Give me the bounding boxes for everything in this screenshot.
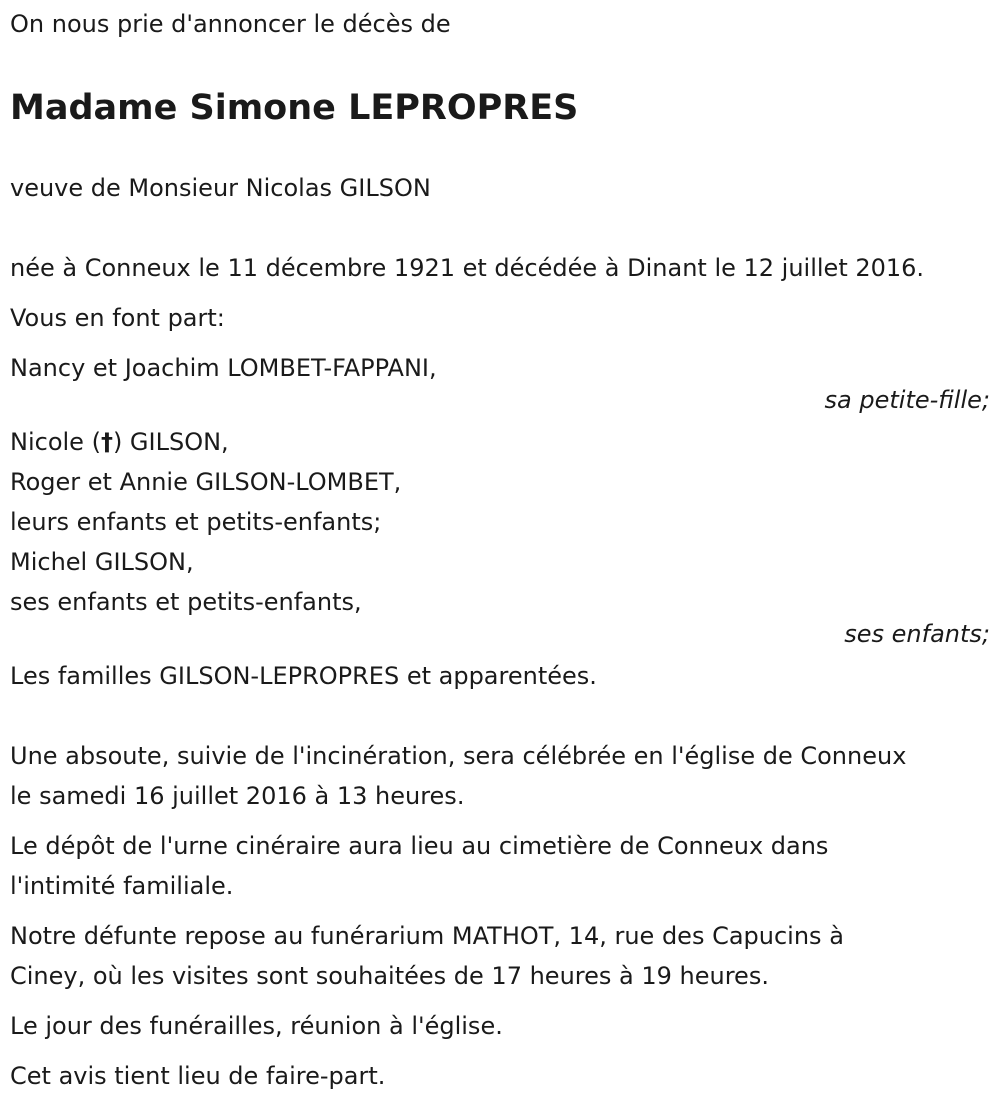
intro-text: On nous prie d'annoncer le décès de [10, 10, 451, 38]
ceremony-line-1: Une absoute, suivie de l'incinération, sera célébrée en l'église de Conneux [10, 742, 907, 770]
ceremony-line-2: le samedi 16 juillet 2016 à 13 heures. [10, 782, 465, 810]
rest-line-2: Ciney, où les visites sont souhaitées de 17 heures à 19 heures. [10, 962, 769, 990]
urn-line-2: l'intimité familiale. [10, 872, 234, 900]
widow-of-text: veuve de Monsieur Nicolas GILSON [10, 174, 431, 202]
ceremony-block [10, 736, 990, 816]
urn-block [10, 826, 990, 906]
urn-line-1: Le dépôt de l'urne cinéraire aura lieu au cimetière de Conneux dans [10, 832, 829, 860]
child-roger: Roger et Annie GILSON-LOMBET, [10, 468, 402, 496]
granddaughter-role: sa petite-fille; [824, 386, 990, 414]
children-block [10, 422, 990, 646]
nicole-name-end: ) GILSON, [112, 428, 229, 456]
child-nicole [10, 422, 990, 462]
granddaughter-names: Nancy et Joachim LOMBET-FAPPANI, [10, 354, 437, 382]
rest-line-1: Notre défunte repose au funérarium MATHOT, 14, rue des Capucins à [10, 922, 844, 950]
announcement-text: Vous en font part: [10, 304, 225, 332]
birth-death-text: née à Conneux le 11 décembre 1921 et décédée à Dinant le 12 juillet 2016. [10, 254, 925, 282]
nicole-name-start: Nicole ( [10, 428, 101, 456]
cross-icon: † [100, 428, 113, 456]
rest-block [10, 916, 990, 996]
granddaughter-block [10, 348, 990, 412]
families-text: Les familles GILSON-LEPROPRES et apparentées. [10, 662, 597, 690]
closing-text: Cet avis tient lieu de faire-part. [10, 1062, 386, 1090]
meeting-text: Le jour des funérailles, réunion à l'église. [10, 1012, 503, 1040]
children-role: ses enfants; [844, 620, 990, 648]
child-michel: Michel GILSON, [10, 548, 194, 576]
deceased-name: Madame Simone LEPROPRES [10, 88, 579, 128]
roger-descendants: leurs enfants et petits-enfants; [10, 508, 382, 536]
michel-descendants: ses enfants et petits-enfants, [10, 588, 362, 616]
